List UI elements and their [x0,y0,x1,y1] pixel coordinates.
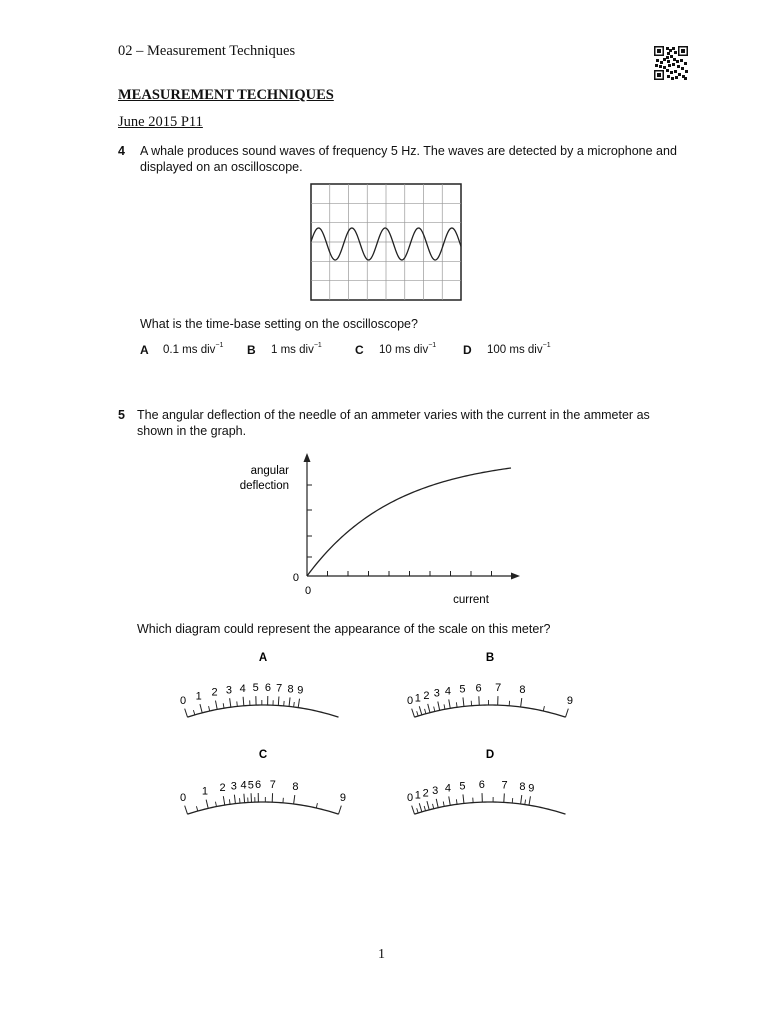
oscilloscope-screen [310,183,462,301]
option-letter: C [355,343,364,357]
y-axis-label: angular [250,465,289,477]
scale-label: 7 [501,779,508,792]
scale-label: 5 [247,779,254,792]
scale-label: 6 [264,682,271,695]
scale-label: 2 [423,690,430,703]
scale-label: 0 [180,791,187,804]
scale-option-letter: B [485,652,495,664]
scale-label: 4 [444,685,451,698]
option-value: 1 ms div$^{-1}$ [271,342,322,356]
scale-tick [529,796,530,805]
scale-label: 5 [252,682,259,695]
scale-label: 9 [297,684,304,697]
scale-tick [294,795,295,804]
scale-tick [338,806,341,815]
question-text [137,408,650,439]
running-header: 02 – Measurement Techniques [118,43,296,59]
scale-label: 4 [239,682,246,695]
option-value: 0.1 ms div$^{-1}$ [163,342,224,356]
scale-label: 6 [478,779,485,792]
scale-tick [185,806,188,815]
scale-label: 4 [240,779,247,792]
scale-label: 5 [459,780,466,793]
scale-label: 2 [211,686,218,699]
scale-option-letter: C [258,749,268,761]
scale-tick [185,709,188,718]
scale-tick [230,698,231,707]
scale-label: 8 [287,683,294,696]
deflection-curve [307,468,511,576]
scale-tick [412,806,415,815]
scale-tick [412,709,415,718]
scale-label: 0 [407,694,414,707]
scale-tick [419,803,422,812]
question-text-line: shown in the graph. [137,423,247,438]
scale-label: 7 [495,682,502,695]
option-letter: B [247,343,256,357]
question-number: 5 [118,408,125,422]
scale-label: 0 [407,791,414,804]
scale-label: 3 [230,780,237,793]
meter-scale-b [402,645,578,725]
qr-code-icon [654,46,688,80]
scale-label: 8 [519,684,526,697]
scale-tick [206,800,208,809]
scale-label: 8 [519,781,526,794]
document-title: MEASUREMENT TECHNIQUES [118,87,334,103]
scale-tick [436,799,438,808]
scale-tick [298,699,299,708]
scale-tick [419,706,422,715]
scale-tick [278,697,279,706]
question-text [140,144,677,175]
scale-label: 4 [444,782,451,795]
scale-label: 6 [255,779,262,792]
scale-label: 5 [459,683,466,696]
scale-tick [504,793,505,802]
scale-label: 7 [276,682,283,695]
scale-label: 8 [292,781,299,794]
scale-label: 7 [269,779,276,792]
scale-tick [244,794,245,803]
scale-label: 1 [195,690,202,703]
scale-tick [565,709,568,718]
option-value: 100 ms div$^{-1}$ [487,342,551,356]
option-value: 10 ms div$^{-1}$ [379,342,437,356]
meter-scale-c [175,742,351,822]
question-prompt: Which diagram could represent the appearance of the scale on this meter? [137,622,551,636]
x-axis-label: current [453,594,489,606]
x-origin-label: 0 [304,585,312,597]
question-prompt: What is the time-base setting on the oscilloscope? [140,317,418,331]
scale-tick [463,697,464,706]
y-origin-label: 0 [292,572,299,584]
scale-option-letter: A [258,652,268,664]
scale-tick [243,697,244,706]
scale-tick [215,701,217,710]
scale-tick [200,704,202,713]
y-axis-label: deflection [239,480,289,492]
scale-tick [427,801,429,810]
question-number: 4 [118,144,125,158]
question-text-line: A whale produces sound waves of frequency 5 Hz. The waves are detected by a microphone and [140,144,677,158]
scale-tick [438,702,440,711]
meter-scale-d [402,742,578,822]
question-text-line: The angular deflection of the needle of an ammeter varies with the current in the ammeter as [137,408,650,422]
question-text-line: displayed on an oscilloscope. [140,159,303,174]
scale-label: 3 [433,687,440,700]
scale-option-letter: D [485,749,495,761]
scale-tick [223,796,224,805]
meter-scale-a [175,645,351,725]
scale-tick [234,795,235,804]
scale-label: 3 [225,684,233,697]
scale-tick [521,795,522,804]
scale-label: 1 [414,789,421,802]
scale-label: 9 [528,782,535,795]
option-letter: A [140,343,149,357]
scale-tick [463,794,464,803]
page-number: 1 [378,947,385,962]
scale-label: 6 [475,682,482,695]
option-letter: D [463,343,472,357]
deflection-current-graph [225,448,530,608]
scale-tick [449,699,450,708]
scale-tick [289,697,290,706]
scale-label: 1 [414,692,421,705]
scale-label: 9 [339,791,346,804]
scale-label: 2 [219,782,226,795]
scale-label: 9 [566,694,573,707]
scale-label: 2 [422,787,429,800]
scale-label: 3 [432,784,439,797]
scale-tick [449,796,450,805]
scale-tick [521,698,522,707]
paper-reference: June 2015 P11 [118,114,203,130]
scale-label: 1 [201,785,209,798]
scale-tick [428,704,430,713]
scale-label: 0 [180,694,187,707]
